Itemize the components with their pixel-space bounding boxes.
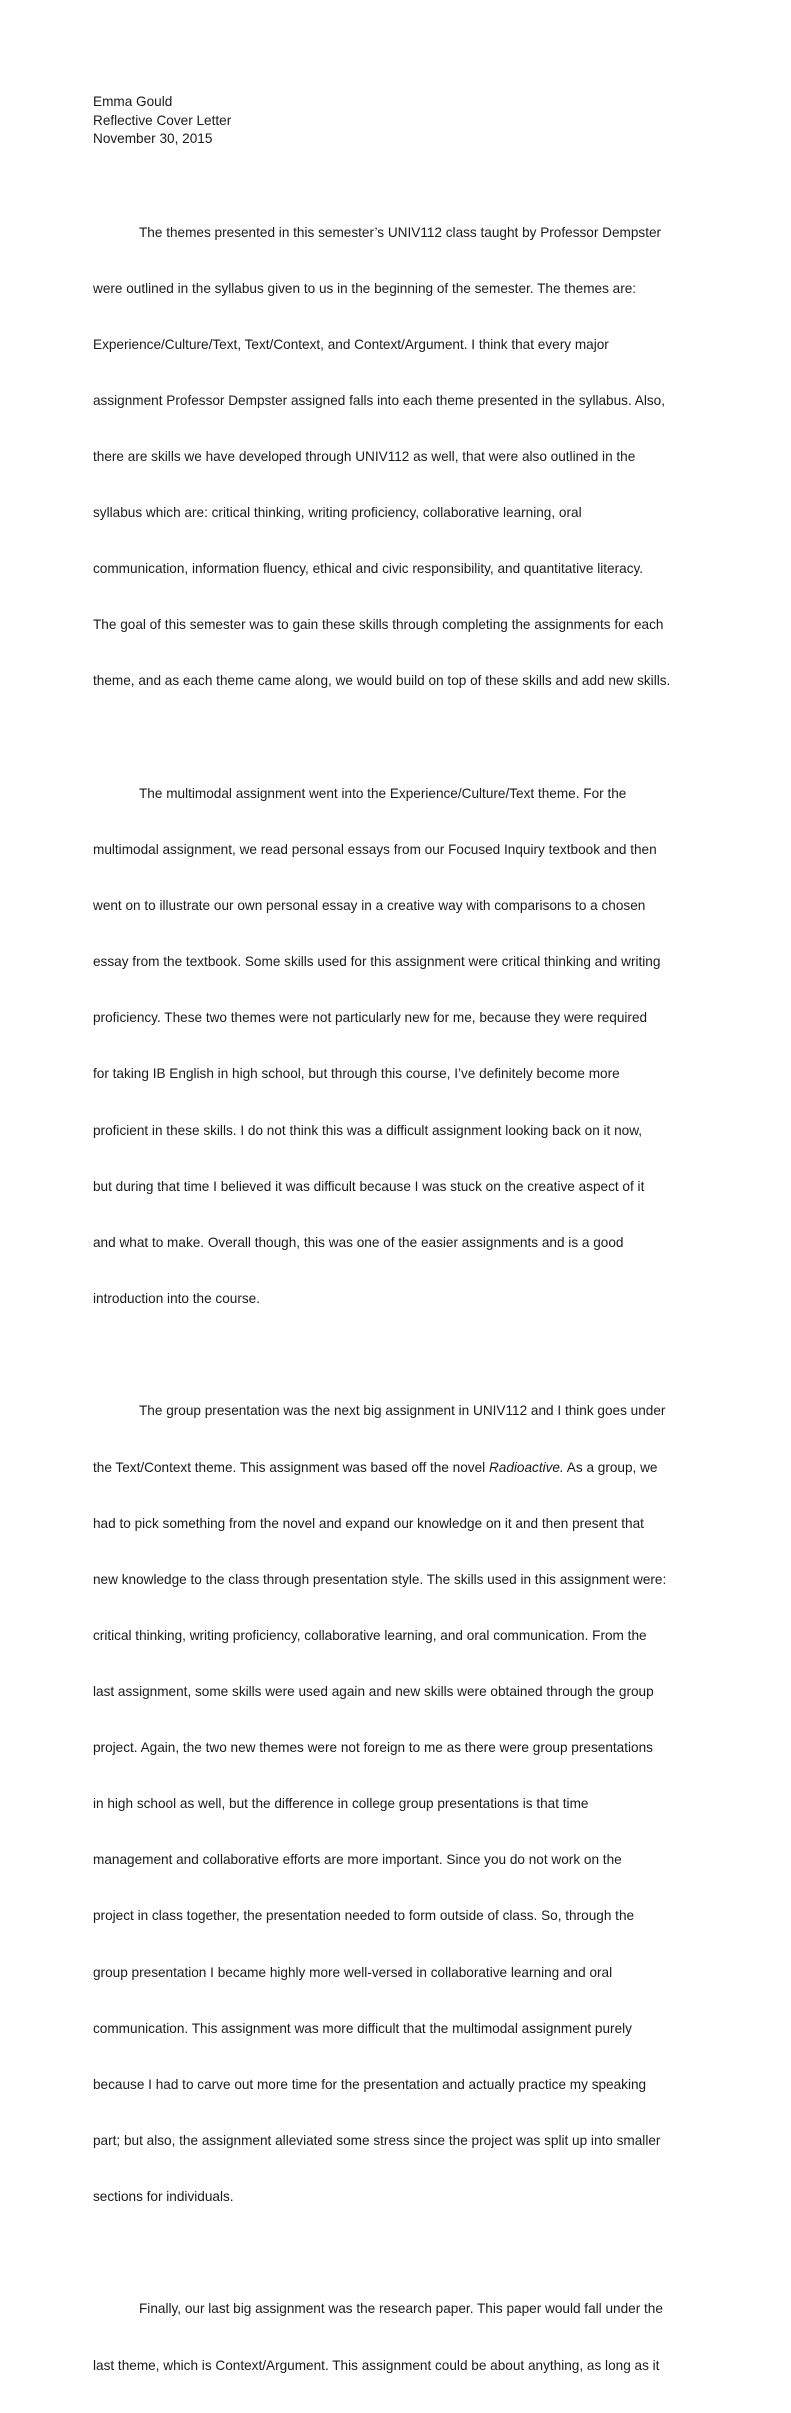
text-line: multimodal assignment, we read personal essays from our Focused Inquiry textbook and then <box>93 842 657 858</box>
paragraph-research-paper <box>93 2263 703 2413</box>
letter-header <box>93 93 703 149</box>
text-line: the Text/Context theme. This assignment was based off the novel Radioactive. As a group, we <box>93 1459 658 1475</box>
text-line: last theme, which is Context/Argument. This assignment could be about anything, as long as it <box>93 2357 660 2373</box>
text-line: proficiency. These two themes were not particularly new for me, because they were required <box>93 1010 648 1026</box>
letter-body <box>93 93 703 2413</box>
text-line: for taking IB English in high school, but through this course, I’ve definitely become more <box>93 1066 620 1082</box>
text-line: The goal of this semester was to gain these skills through completing the assignments for each <box>93 617 664 633</box>
text-line: communication, information fluency, ethical and civic responsibility, and quantitative literacy. <box>93 561 644 577</box>
text-line: in high school as well, but the difference in college group presentations is that time <box>93 1796 589 1812</box>
text-line: were outlined in the syllabus given to us in the beginning of the semester. The themes are: <box>93 280 637 296</box>
text-line: communication. This assignment was more difficult that the multimodal assignment purely <box>93 2020 632 2036</box>
text-line: project in class together, the presentation needed to form outside of class. So, through the <box>93 1908 635 1924</box>
text-line: The group presentation was the next big assignment in UNIV112 and I think goes under <box>139 1403 666 1419</box>
book-title: Radioactive. <box>488 1459 564 1475</box>
text-line: introduction into the course. <box>93 1290 261 1306</box>
text-line: because I had to carve out more time for the presentation and actually practice my speaking <box>93 2076 647 2092</box>
text-line: theme, and as each theme came along, we would build on top of these skills and add new skills. <box>93 673 671 689</box>
text-line: sections for individuals. <box>93 2188 234 2204</box>
document-date: November 30, 2015 <box>93 131 213 147</box>
author-name: Emma Gould <box>93 94 173 109</box>
text-line: critical thinking, writing proficiency, collaborative learning, and oral communication. From the <box>93 1627 647 1643</box>
text-line: and what to make. Overall though, this was one of the easier assignments and is a good <box>93 1234 624 1250</box>
text-line: essay from the textbook. Some skills used for this assignment were critical thinking and writing <box>93 954 661 970</box>
text-line: management and collaborative efforts are more important. Since you do not work on the <box>93 1852 622 1868</box>
text-line: went on to illustrate our own personal essay in a creative way with comparisons to a chosen <box>93 898 646 914</box>
text-line: proficient in these skills. I do not think this was a difficult assignment looking back on it now, <box>93 1122 643 1138</box>
paragraph-multimodal <box>93 748 703 1347</box>
text-line: there are skills we have developed through UNIV112 as well, that were also outlined in the <box>93 448 636 464</box>
text-line: Finally, our last big assignment was the research paper. This paper would fall under the <box>139 2301 663 2317</box>
text-line: Experience/Culture/Text, Text/Context, and Context/Argument. I think that every major <box>93 336 609 352</box>
text-line: last assignment, some skills were used again and new skills were obtained through the group <box>93 1683 654 1699</box>
text-line: The themes presented in this semester’s UNIV112 class taught by Professor Dempster <box>139 224 662 240</box>
text-line: project. Again, the two new themes were not foreign to me as there were group presentations <box>93 1740 653 1756</box>
paragraph-themes <box>93 186 703 728</box>
paragraph-group-presentation <box>93 1365 703 2244</box>
text-line: group presentation I became highly more well-versed in collaborative learning and oral <box>93 1964 613 1980</box>
text-line: but during that time I believed it was difficult because I was stuck on the creative aspect of it <box>93 1178 645 1194</box>
text-line: had to pick something from the novel and expand our knowledge on it and then present that <box>93 1515 644 1531</box>
text-line: new knowledge to the class through presentation style. The skills used in this assignment were: <box>93 1571 667 1587</box>
text-line: assignment Professor Dempster assigned falls into each theme presented in the syllabus. Also, <box>93 392 665 408</box>
text-line: The multimodal assignment went into the Experience/Culture/Text theme. For the <box>139 785 627 801</box>
text-line: part; but also, the assignment alleviated some stress since the project was split up into smaller <box>93 2132 661 2148</box>
text-line: syllabus which are: critical thinking, writing proficiency, collaborative learning, oral <box>93 505 582 521</box>
document-title: Reflective Cover Letter <box>93 112 232 128</box>
